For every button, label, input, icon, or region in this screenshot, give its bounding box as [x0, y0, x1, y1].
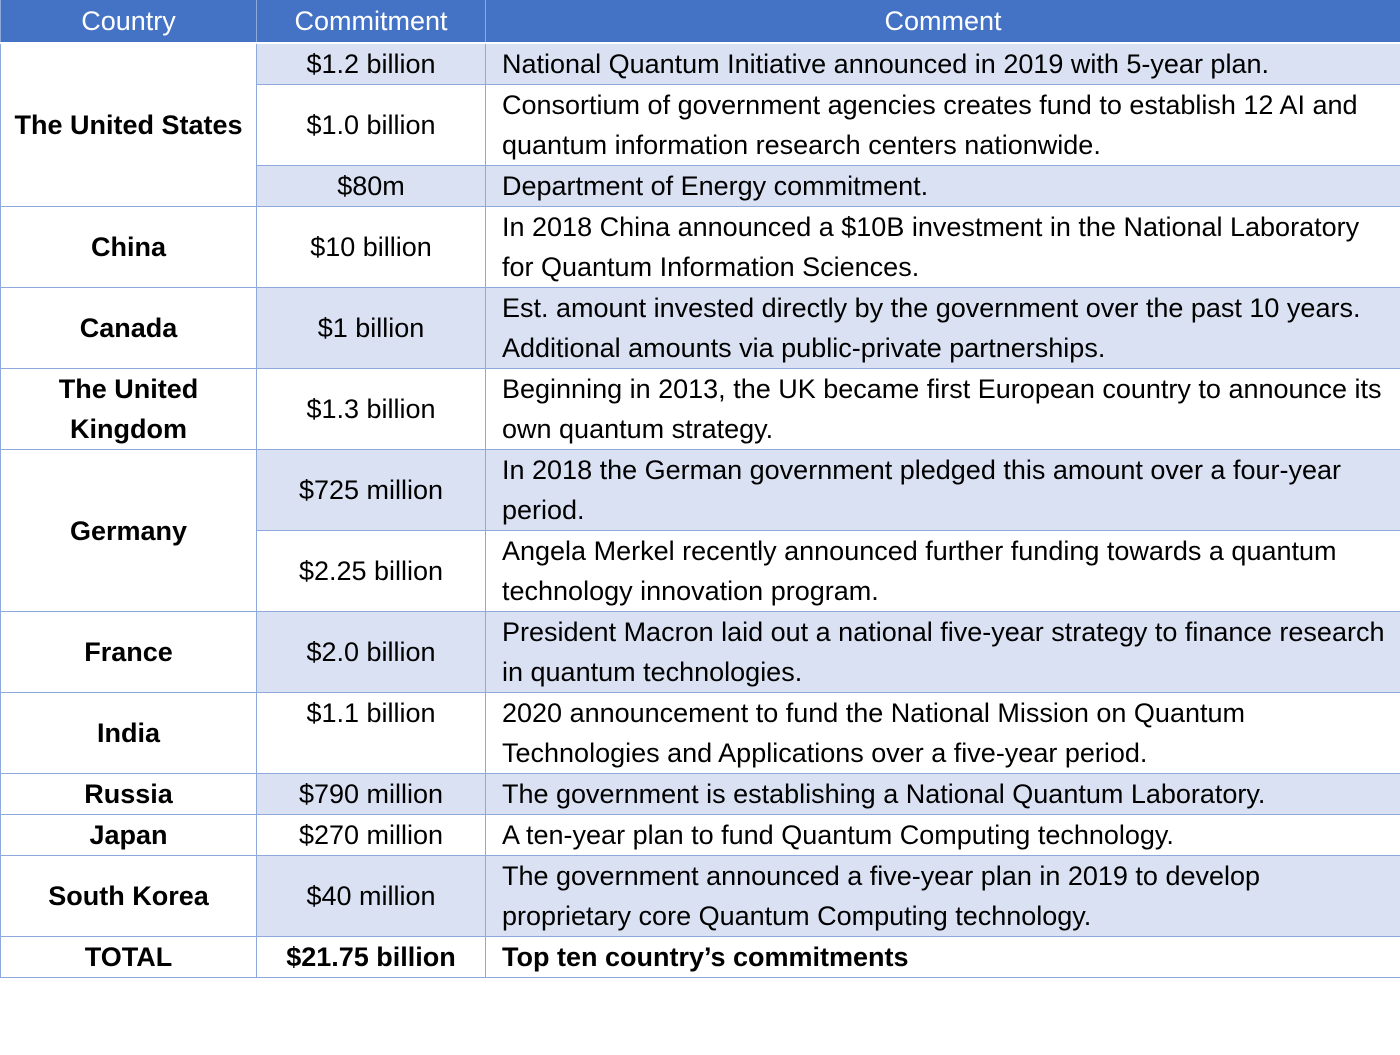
commitment-cell: $1.0 billion [257, 85, 486, 166]
total-label: TOTAL [1, 937, 257, 978]
table-row [1, 774, 1400, 815]
total-row [1, 937, 1400, 978]
comment-cell: Department of Energy commitment. [486, 166, 1400, 207]
comment-cell: A ten-year plan to fund Quantum Computing technology. [486, 815, 1400, 856]
comment-cell: The government is establishing a National Quantum Laboratory. [486, 774, 1400, 815]
table-row [1, 369, 1400, 450]
commitment-cell: $2.25 billion [257, 531, 486, 612]
total-comment: Top ten country’s commitments [486, 937, 1400, 978]
commitment-cell: $1.1 billion [257, 693, 486, 774]
commitment-cell: $1.2 billion [257, 43, 486, 85]
header-commitment: Commitment [257, 0, 486, 43]
commitment-cell: $1.3 billion [257, 369, 486, 450]
table-row [1, 693, 1400, 774]
country-cell: India [1, 693, 257, 774]
comment-cell: National Quantum Initiative announced in 2019 with 5-year plan. [486, 43, 1400, 85]
country-cell: China [1, 207, 257, 288]
comment-cell: In 2018 China announced a $10B investment in the National Laboratory for Quantum Information Sciences. [486, 207, 1400, 288]
comment-cell: Consortium of government agencies creates fund to establish 12 AI and quantum information research centers nationwide. [486, 85, 1400, 166]
country-cell: The United Kingdom [1, 369, 257, 450]
table-row [1, 450, 1400, 531]
commitment-cell: $80m [257, 166, 486, 207]
country-cell: Germany [1, 450, 257, 612]
table-row [1, 815, 1400, 856]
country-cell: France [1, 612, 257, 693]
comment-cell: Angela Merkel recently announced further funding towards a quantum technology innovation program. [486, 531, 1400, 612]
commitment-cell: $1 billion [257, 288, 486, 369]
commitment-cell: $270 million [257, 815, 486, 856]
comment-cell: Est. amount invested directly by the government over the past 10 years. Additional amounts via public-private partnerships. [486, 288, 1400, 369]
country-cell: Japan [1, 815, 257, 856]
commitment-cell: $10 billion [257, 207, 486, 288]
table-row [1, 43, 1400, 85]
total-commitment: $21.75 billion [257, 937, 486, 978]
comment-cell: The government announced a five-year plan in 2019 to develop proprietary core Quantum Computing technology. [486, 856, 1400, 937]
country-cell: Russia [1, 774, 257, 815]
commitment-cell: $40 million [257, 856, 486, 937]
comment-cell: President Macron laid out a national five-year strategy to finance research in quantum technologies. [486, 612, 1400, 693]
comment-cell: 2020 announcement to fund the National Mission on Quantum Technologies and Applications over a five-year period. [486, 693, 1400, 774]
country-cell: South Korea [1, 856, 257, 937]
header-row [1, 0, 1400, 43]
table-row [1, 612, 1400, 693]
commitment-cell: $790 million [257, 774, 486, 815]
table-row [1, 207, 1400, 288]
country-cell: The United States [1, 43, 257, 207]
header-comment: Comment [486, 0, 1400, 43]
commitment-cell: $2.0 billion [257, 612, 486, 693]
header-country: Country [1, 0, 257, 43]
comment-cell: Beginning in 2013, the UK became first European country to announce its own quantum strategy. [486, 369, 1400, 450]
table-row [1, 288, 1400, 369]
commitment-cell: $725 million [257, 450, 486, 531]
table-row [1, 856, 1400, 937]
country-cell: Canada [1, 288, 257, 369]
comment-cell: In 2018 the German government pledged this amount over a four-year period. [486, 450, 1400, 531]
